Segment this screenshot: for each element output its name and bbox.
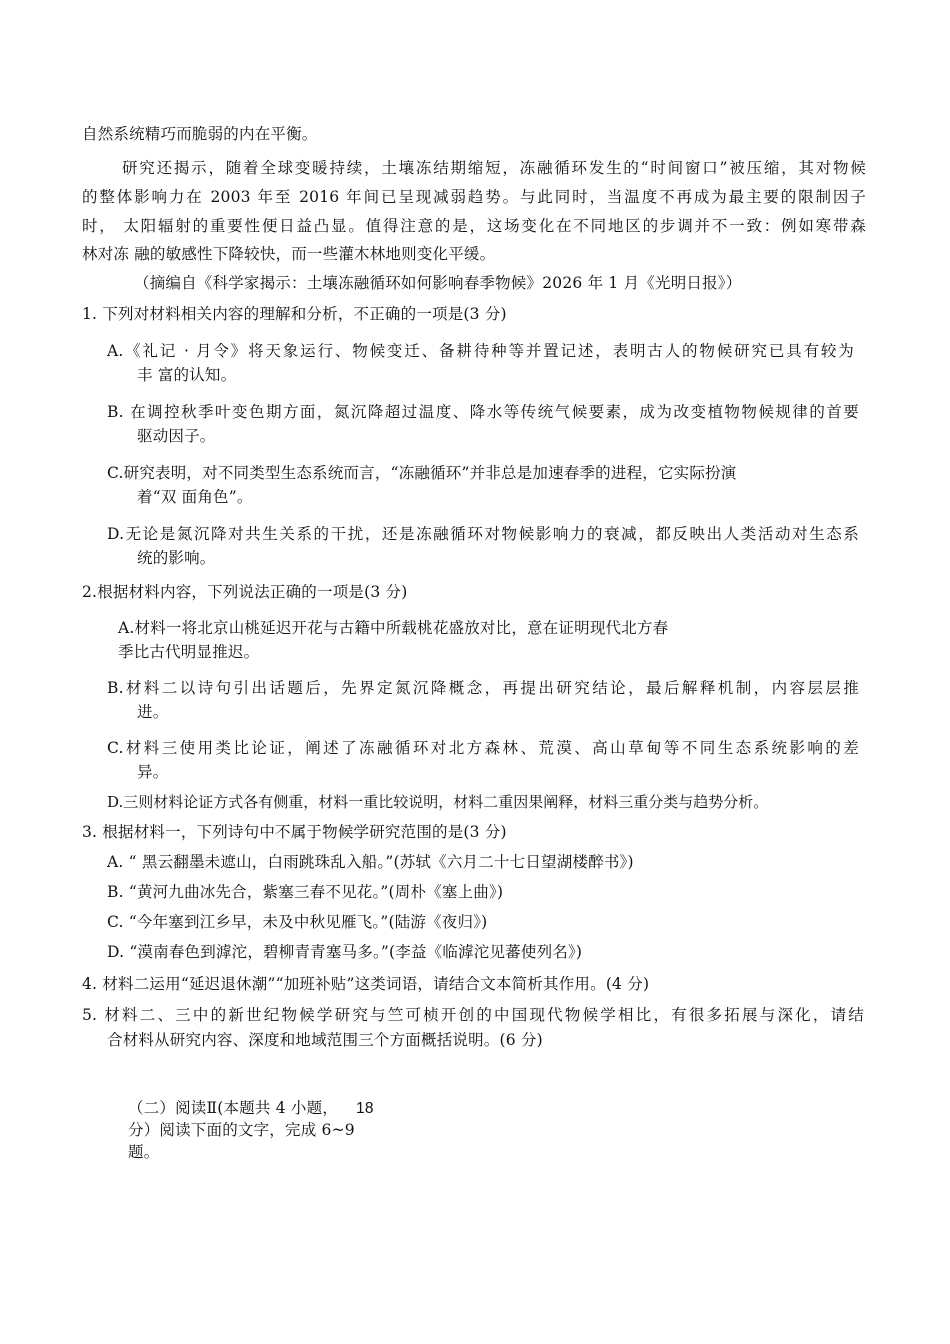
question-3-stem: 3. 根据材料一，下列诗句中不属于物候学研究范围的是(3 分) [82,823,507,841]
question-5-stem-cont: 合材料从研究内容、深度和地域范围三个方面概括说明。(6 分) [107,1031,543,1049]
question-4-stem: 4. 材料二运用“延迟退休潮”“加班补贴”这类词语，请结合文本简析其作用。(4 分) [82,975,650,993]
question-3-option-c: C. “今年塞到江乡早，未及中秋见雁飞。”(陆游《夜归》) [107,913,488,931]
section-2-heading-score: 18 [356,1100,374,1117]
question-2-option-c-cont: 异。 [137,763,169,781]
question-1-option-d: D.无论是氮沉降对共生关系的干扰，还是冻融循环对物候影响力的衰减，都反映出人类活动对生态系 [107,525,859,543]
question-1-option-a: A.《礼记 · 月令》将天象运行、物候变迁、备耕待种等并置记述，表明古人的物候研究已具有较为 [107,342,854,360]
question-2-option-b-cont: 进。 [137,703,169,721]
passage-line: 时， 太阳辐射的重要性便日益凸显。值得注意的是，这场变化在不同地区的步调并不一致：例如寒带森 [82,217,866,235]
question-2-option-b: B.材料二以诗句引出话题后，先界定氮沉降概念，再提出研究结论，最后解释机制，内容层层推 [107,679,859,697]
question-2-option-a-cont: 季比古代明显推迟。 [118,643,260,661]
question-2-stem: 2.根据材料内容，下列说法正确的一项是(3 分) [82,583,408,601]
section-2-instruction: 分）阅读下面的文字，完成 6~9 [128,1121,355,1139]
question-1-option-c-cont: 着“双 面角色”。 [137,488,253,506]
question-3-option-b: B. “黄河九曲冰先合，紫塞三春不见花。”(周朴《塞上曲》) [107,883,504,901]
question-3-option-d: D. “漠南春色到滹沱，碧柳青青塞马多。”(李益《临滹沱见蕃使列名》) [107,943,583,961]
question-5-stem: 5. 材料二、三中的新世纪物候学研究与竺可桢开创的中国现代物候学相比，有很多拓展与深化，请结 [82,1006,864,1024]
question-1-stem: 1. 下列对材料相关内容的理解和分析，不正确的一项是(3 分) [82,305,507,323]
passage-line: 研究还揭示，随着全球变暖持续，土壤冻结期缩短，冻融循环发生的“时间窗口”被压缩，其对物候 [122,159,866,177]
question-1-option-b: B. 在调控秋季叶变色期方面，氮沉降超过温度、降水等传统气候要素，成为改变植物物候规律的首要 [107,403,859,421]
question-2-option-d: D.三则材料论证方式各有侧重，材料一重比较说明，材料二重因果阐释，材料三重分类与趋势分析。 [107,793,769,811]
question-1-option-c: C.研究表明，对不同类型生态系统而言，“冻融循环”并非总是加速春季的进程，它实际扮演 [107,464,737,482]
question-1-option-d-cont: 统的影响。 [137,549,216,567]
question-3-option-a: A. “ 黑云翻墨未遮山，白雨跳珠乱入船。”(苏轼《六月二十七日望湖楼醉书》) [107,853,634,871]
question-1-option-a-cont: 丰 富的认知。 [137,366,237,384]
section-2-heading-text: （二）阅读Ⅱ(本题共 4 小题， [128,1099,338,1117]
question-2-option-a: A.材料一将北京山桃延迟开花与古籍中所载桃花盛放对比，意在证明现代北方春 [118,619,669,637]
question-2-option-c: C.材料三使用类比论证，阐述了冻融循环对北方森林、荒漠、高山草甸等不同生态系统影响的差 [107,739,859,757]
passage-line: 林对冻 融的敏感性下降较快，而一些灌木林地则变化平缓。 [82,245,496,263]
section-2-instruction-cont: 题。 [128,1143,160,1161]
passage-line: 的整体影响力在 2003 年至 2016 年间已呈现减弱趋势。与此同时，当温度不再成为最主要的限制因子 [82,188,866,206]
section-2-heading [128,1097,374,1120]
passage-source: （摘编自《科学家揭示：土壤冻融循环如何影响春季物候》2026 年 1 月《光明日报》） [134,274,742,292]
passage-line: 自然系统精巧而脆弱的内在平衡。 [82,125,318,143]
question-1-option-b-cont: 驱动因子。 [137,427,216,445]
